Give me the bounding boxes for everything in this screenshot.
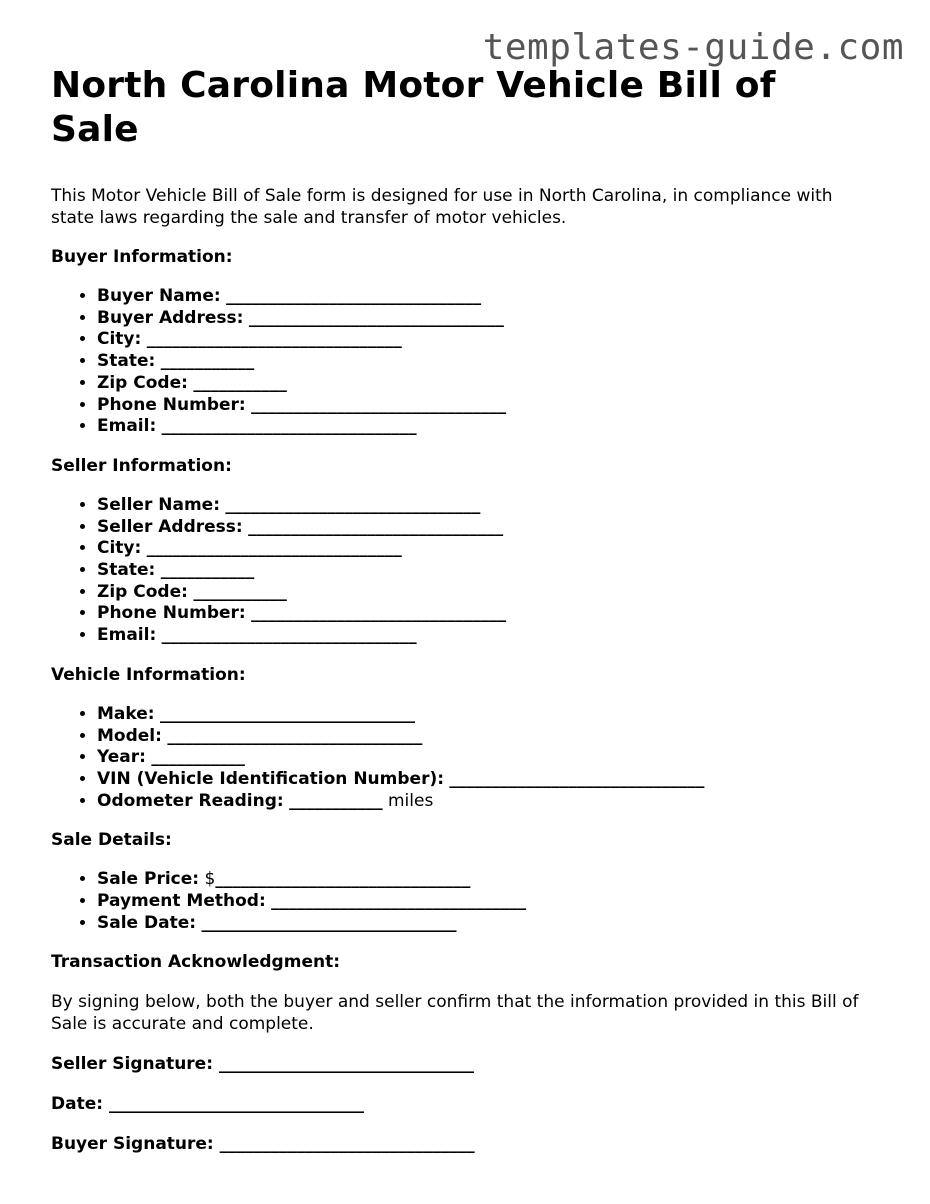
field-label: Sale Date: [97, 912, 197, 933]
field-label: Phone Number: [97, 394, 246, 415]
seller-name-field [97, 495, 881, 517]
buyer-field-list [51, 286, 881, 438]
blank-line[interactable]: ______________________________ [226, 286, 482, 306]
sale-price-field [97, 869, 881, 891]
field-label: Zip Code: [97, 581, 188, 602]
blank-line[interactable]: ______________________________ [167, 725, 423, 746]
blank-line[interactable]: ______________________________ [251, 603, 507, 624]
buyer-state-field [97, 351, 881, 373]
field-label: Year: [97, 747, 146, 768]
unit-suffix: miles [382, 790, 434, 811]
field-label: Buyer Signature: [51, 1134, 214, 1155]
field-label: Payment Method: [97, 891, 266, 912]
buyer-name-field [97, 286, 881, 308]
blank-line[interactable]: ___________ [289, 790, 383, 811]
acknowledgment-text: By signing below, both the buyer and seller confirm that the information provided in this Bill of Sale is accurate and complete. [51, 992, 859, 1035]
field-label: City: [97, 329, 142, 350]
blank-line[interactable]: ______________________________ [248, 516, 504, 537]
buyer-email-field [97, 416, 881, 438]
vehicle-section-heading: Vehicle Information: [51, 664, 246, 685]
buyer-signature-line [51, 1133, 881, 1155]
blank-line[interactable]: ___________ [160, 351, 255, 372]
buyer-phone-field [97, 395, 881, 417]
blank-line[interactable]: ______________________________ [201, 912, 457, 933]
acknowledgment-heading: Transaction Acknowledgment: [51, 952, 340, 973]
field-label: Buyer Address: [97, 307, 244, 328]
blank-line[interactable]: ______________________________ [161, 625, 417, 646]
blank-line[interactable]: ______________________________ [271, 891, 527, 912]
field-label: Seller Signature: [51, 1054, 214, 1075]
blank-line[interactable]: ______________________________ [215, 869, 471, 890]
sale-field-list [51, 869, 881, 934]
buyer-city-field [97, 329, 881, 351]
field-label: Seller Name: [97, 494, 221, 515]
blank-line[interactable]: ______________________________ [225, 494, 481, 515]
field-label: State: [97, 351, 156, 372]
blank-line[interactable]: ______________________________ [159, 703, 415, 724]
field-label: Make: [97, 703, 155, 724]
seller-email-field [97, 625, 881, 647]
blank-line[interactable]: ___________ [193, 372, 287, 393]
blank-line[interactable]: ______________________________ [219, 1134, 475, 1155]
blank-line[interactable]: ______________________________ [218, 1054, 474, 1075]
seller-city-field [97, 538, 881, 560]
seller-signature-line [51, 1053, 881, 1075]
blank-line[interactable]: ______________________________ [251, 394, 507, 415]
field-label: Zip Code: [97, 372, 188, 393]
field-label: VIN (Vehicle Identification Number): [97, 768, 445, 789]
seller-zip-field [97, 582, 881, 604]
buyer-zip-field [97, 373, 881, 395]
vehicle-model-field [97, 726, 881, 748]
field-label: Sale Price: [97, 869, 200, 890]
payment-method-field [97, 891, 881, 913]
seller-address-field [97, 517, 881, 539]
sale-section-heading: Sale Details: [51, 830, 172, 851]
field-label: Seller Address: [97, 516, 243, 537]
page-title: North Carolina Motor Vehicle Bill of Sale [51, 65, 776, 150]
blank-line[interactable]: ______________________________ [161, 416, 417, 437]
blank-line[interactable]: ___________ [193, 581, 287, 602]
buyer-section-heading: Buyer Information: [51, 247, 233, 267]
blank-line[interactable]: ______________________________ [449, 768, 705, 789]
currency-prefix: $ [199, 869, 216, 890]
field-label: Odometer Reading: [97, 790, 284, 811]
seller-section-heading: Seller Information: [51, 455, 232, 476]
blank-line[interactable]: ______________________________ [108, 1094, 364, 1115]
vehicle-make-field [97, 704, 881, 726]
field-label: Email: [97, 416, 157, 437]
blank-line[interactable]: ___________ [151, 747, 245, 768]
vehicle-year-field [97, 747, 881, 769]
field-label: Model: [97, 725, 162, 746]
field-label: Buyer Name: [97, 286, 221, 306]
seller-field-list [51, 495, 881, 647]
buyer-address-field [97, 308, 881, 330]
intro-paragraph: This Motor Vehicle Bill of Sale form is designed for use in North Carolina, in compliance with state laws regarding the sale and transfer of motor vehicles. [51, 186, 833, 228]
field-label: Email: [97, 625, 157, 646]
vehicle-vin-field [97, 769, 881, 791]
signature-date-line [51, 1093, 881, 1115]
seller-state-field [97, 560, 881, 582]
blank-line[interactable]: ___________ [160, 560, 255, 581]
document-page [51, 64, 881, 1155]
field-label: State: [97, 560, 156, 581]
seller-phone-field [97, 603, 881, 625]
vehicle-field-list [51, 704, 881, 813]
field-label: City: [97, 538, 142, 559]
blank-line[interactable]: ______________________________ [248, 307, 504, 328]
sale-date-field [97, 913, 881, 935]
watermark: templates-guide.com [482, 27, 904, 68]
field-label: Phone Number: [97, 603, 246, 624]
blank-line[interactable]: ______________________________ [146, 538, 402, 559]
field-label: Date: [51, 1094, 104, 1115]
vehicle-odometer-field [97, 791, 881, 813]
blank-line[interactable]: ______________________________ [146, 329, 402, 350]
